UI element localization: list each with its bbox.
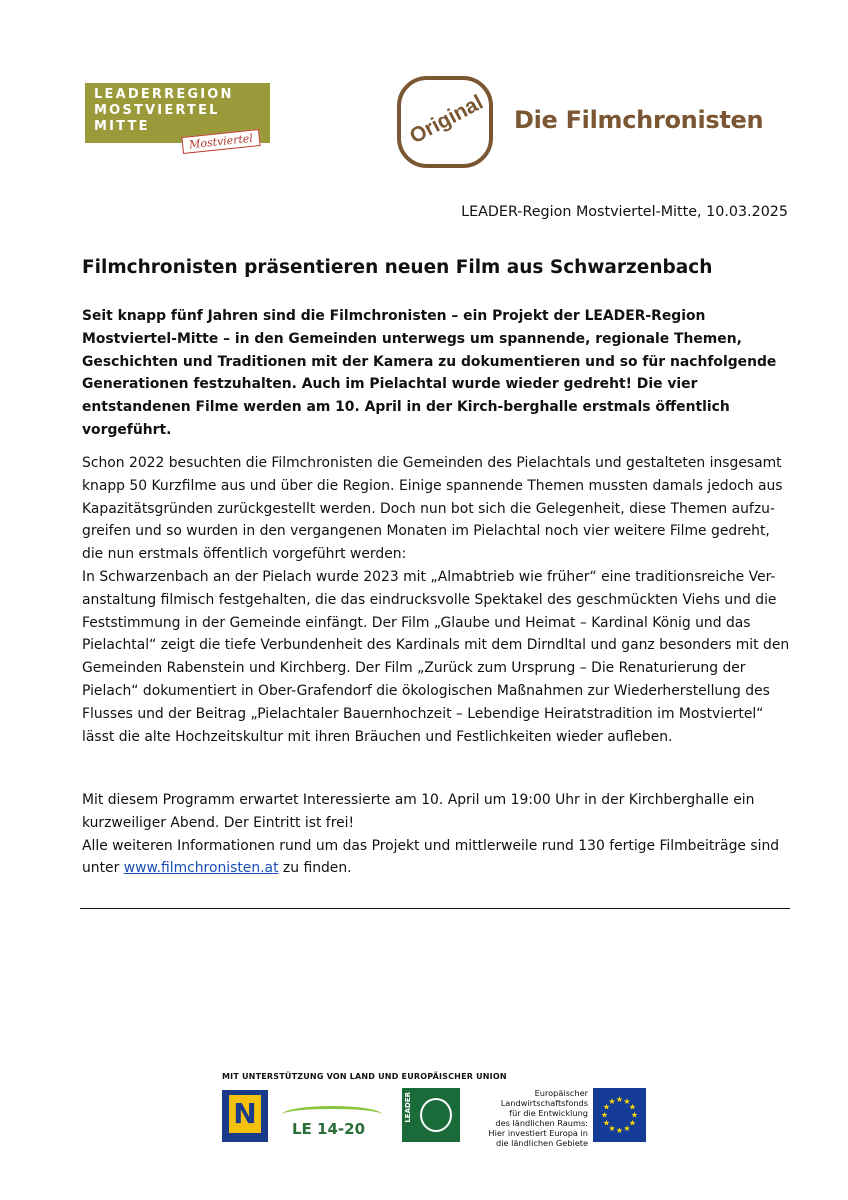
eafrd-line: Hier investiert Europa in [488,1128,588,1138]
svg-text:★: ★ [628,1118,637,1128]
leaf-icon [420,1098,452,1132]
svg-text:★: ★ [623,1097,631,1106]
lead-paragraph: Seit knapp fünf Jahren sind die Filmchronisten – ein Projekt der LEADER-Region Mostviertel-Mitte – in den Gemeinden unterwegs um spannende, regionale Themen, Geschichten und Traditionen mit der Kamera zu dokumentieren und so für nachfolgende Generationen festzuhalten. Auch im Pielachtal wurde wieder gedreht! Die vier entstandenen Filme werden am 10. April in der Kirch-berghalle erstmals öffentlich vorgeführt. [82,308,777,438]
leader-logo-line2: MOSTVIERTEL [94,103,220,118]
le-text: LE 14-20 [292,1120,366,1138]
leader-logo-line1: LEADERREGION [94,87,234,102]
body-section-1 [82,452,790,748]
svg-text:★: ★ [602,1102,611,1112]
filmchronisten-name: Die Filmchronisten [514,106,764,134]
eafrd-line: für die Entwicklung [509,1108,588,1118]
eafrd-line: des ländlichen Raums: [495,1118,588,1128]
info-text-after: zu finden. [278,860,352,877]
svg-text:★: ★ [608,1124,616,1133]
body-paragraph-1: Schon 2022 besuchten die Filmchronisten die Gemeinden des Pielachtals und gestalteten insgesamt knapp 50 Kurzfilme aus und über die Region. Einige spannende Themen mussten damals jedoch aus Kapazitätsgründen zurückgestellt werden. Doch nun bot sich die Gelegenheit, diese Themen aufzu-greifen und so wurden in den vergangenen Monaten im Pielachtal noch vier weitere Filme gedreht, die nun erstmals öffentlich vorgeführt werden: [82,455,783,563]
svg-text:★: ★ [630,1110,639,1120]
eafrd-line: Landwirtschaftsfonds [500,1098,588,1108]
svg-text:★: ★ [600,1110,609,1120]
noe-letter: N [229,1095,261,1133]
body-paragraph-3: Mit diesem Programm erwartet Interessierte am 10. April um 19:00 Uhr in der Kirchberghalle ein kurzweiliger Abend. Der Eintritt ist frei! [82,792,755,831]
eafrd-text [462,1088,588,1148]
filmchronisten-logo [397,76,767,176]
body-paragraph-2: In Schwarzenbach an der Pielach wurde 2023 mit „Almabtrieb wie früher“ eine traditionsreiche Ver-anstaltung filmisch festgehalten, die das eindrucksvolle Spektakel des geschmückten Viehs und die Feststimmung in der Gemeinde einfängt. Der Film „Glaube und Heimat – Kardinal König und das Pielachtal“ zeigt die tiefe Verbundenheit des Kardinals mit dem Dirndltal und ganz besonders mit den Gemeinden Rabenstein und Kirchberg. Der Film „Zurück zum Ursprung – Die Renaturierung der Pielach“ dokumentiert in Ober-Grafendorf die ökologischen Maßnahmen zur Wiederherstellung des Flusses und der Beitrag „Pielachtaler Bauernhochzeit – Lebendige Heiratstradition im Mostviertel“ lässt die alte Hochzeitskultur mit ihren Bräuchen und Festlichkeiten wieder aufleben. [82,568,790,745]
svg-text:★: ★ [628,1102,637,1112]
leader-region-logo [85,83,270,159]
svg-text:★: ★ [623,1124,631,1133]
mostviertel-tag: Mostviertel [181,129,260,154]
original-badge [397,76,493,168]
body-paragraph-4 [82,835,790,881]
horizontal-rule [80,908,790,909]
lower-austria-logo [222,1090,268,1142]
eu-stars-icon [593,1088,646,1142]
eu-flag-icon [593,1088,646,1142]
svg-text:★: ★ [615,1126,624,1135]
leader-eu-logo [402,1088,460,1142]
svg-text:★: ★ [608,1097,616,1106]
svg-text:★: ★ [602,1118,611,1128]
funding-caption: MIT UNTERSTÜTZUNG VON LAND UND EUROPÄISCHER UNION [222,1072,507,1081]
eafrd-line: die ländlichen Gebiete [496,1138,588,1148]
le-14-20-logo [278,1100,388,1150]
info-text-before: Alle weiteren Informationen rund um das Projekt und mittlerweile rund 130 fertige Filmbeiträge sind unter [82,837,780,877]
original-badge-text: Original [406,90,487,149]
dateline: LEADER-Region Mostviertel-Mitte, 10.03.2025 [461,204,788,220]
leader-vertical-text: LEADER [404,1092,412,1123]
eafrd-line: Europäischer [534,1088,588,1098]
svg-text:★: ★ [615,1095,624,1104]
leader-logo-line3: MITTE [94,119,150,134]
body-section-2 [82,789,790,880]
headline: Filmchronisten präsentieren neuen Film aus Schwarzenbach [82,257,713,278]
website-link[interactable]: www.filmchronisten.at [123,860,279,877]
